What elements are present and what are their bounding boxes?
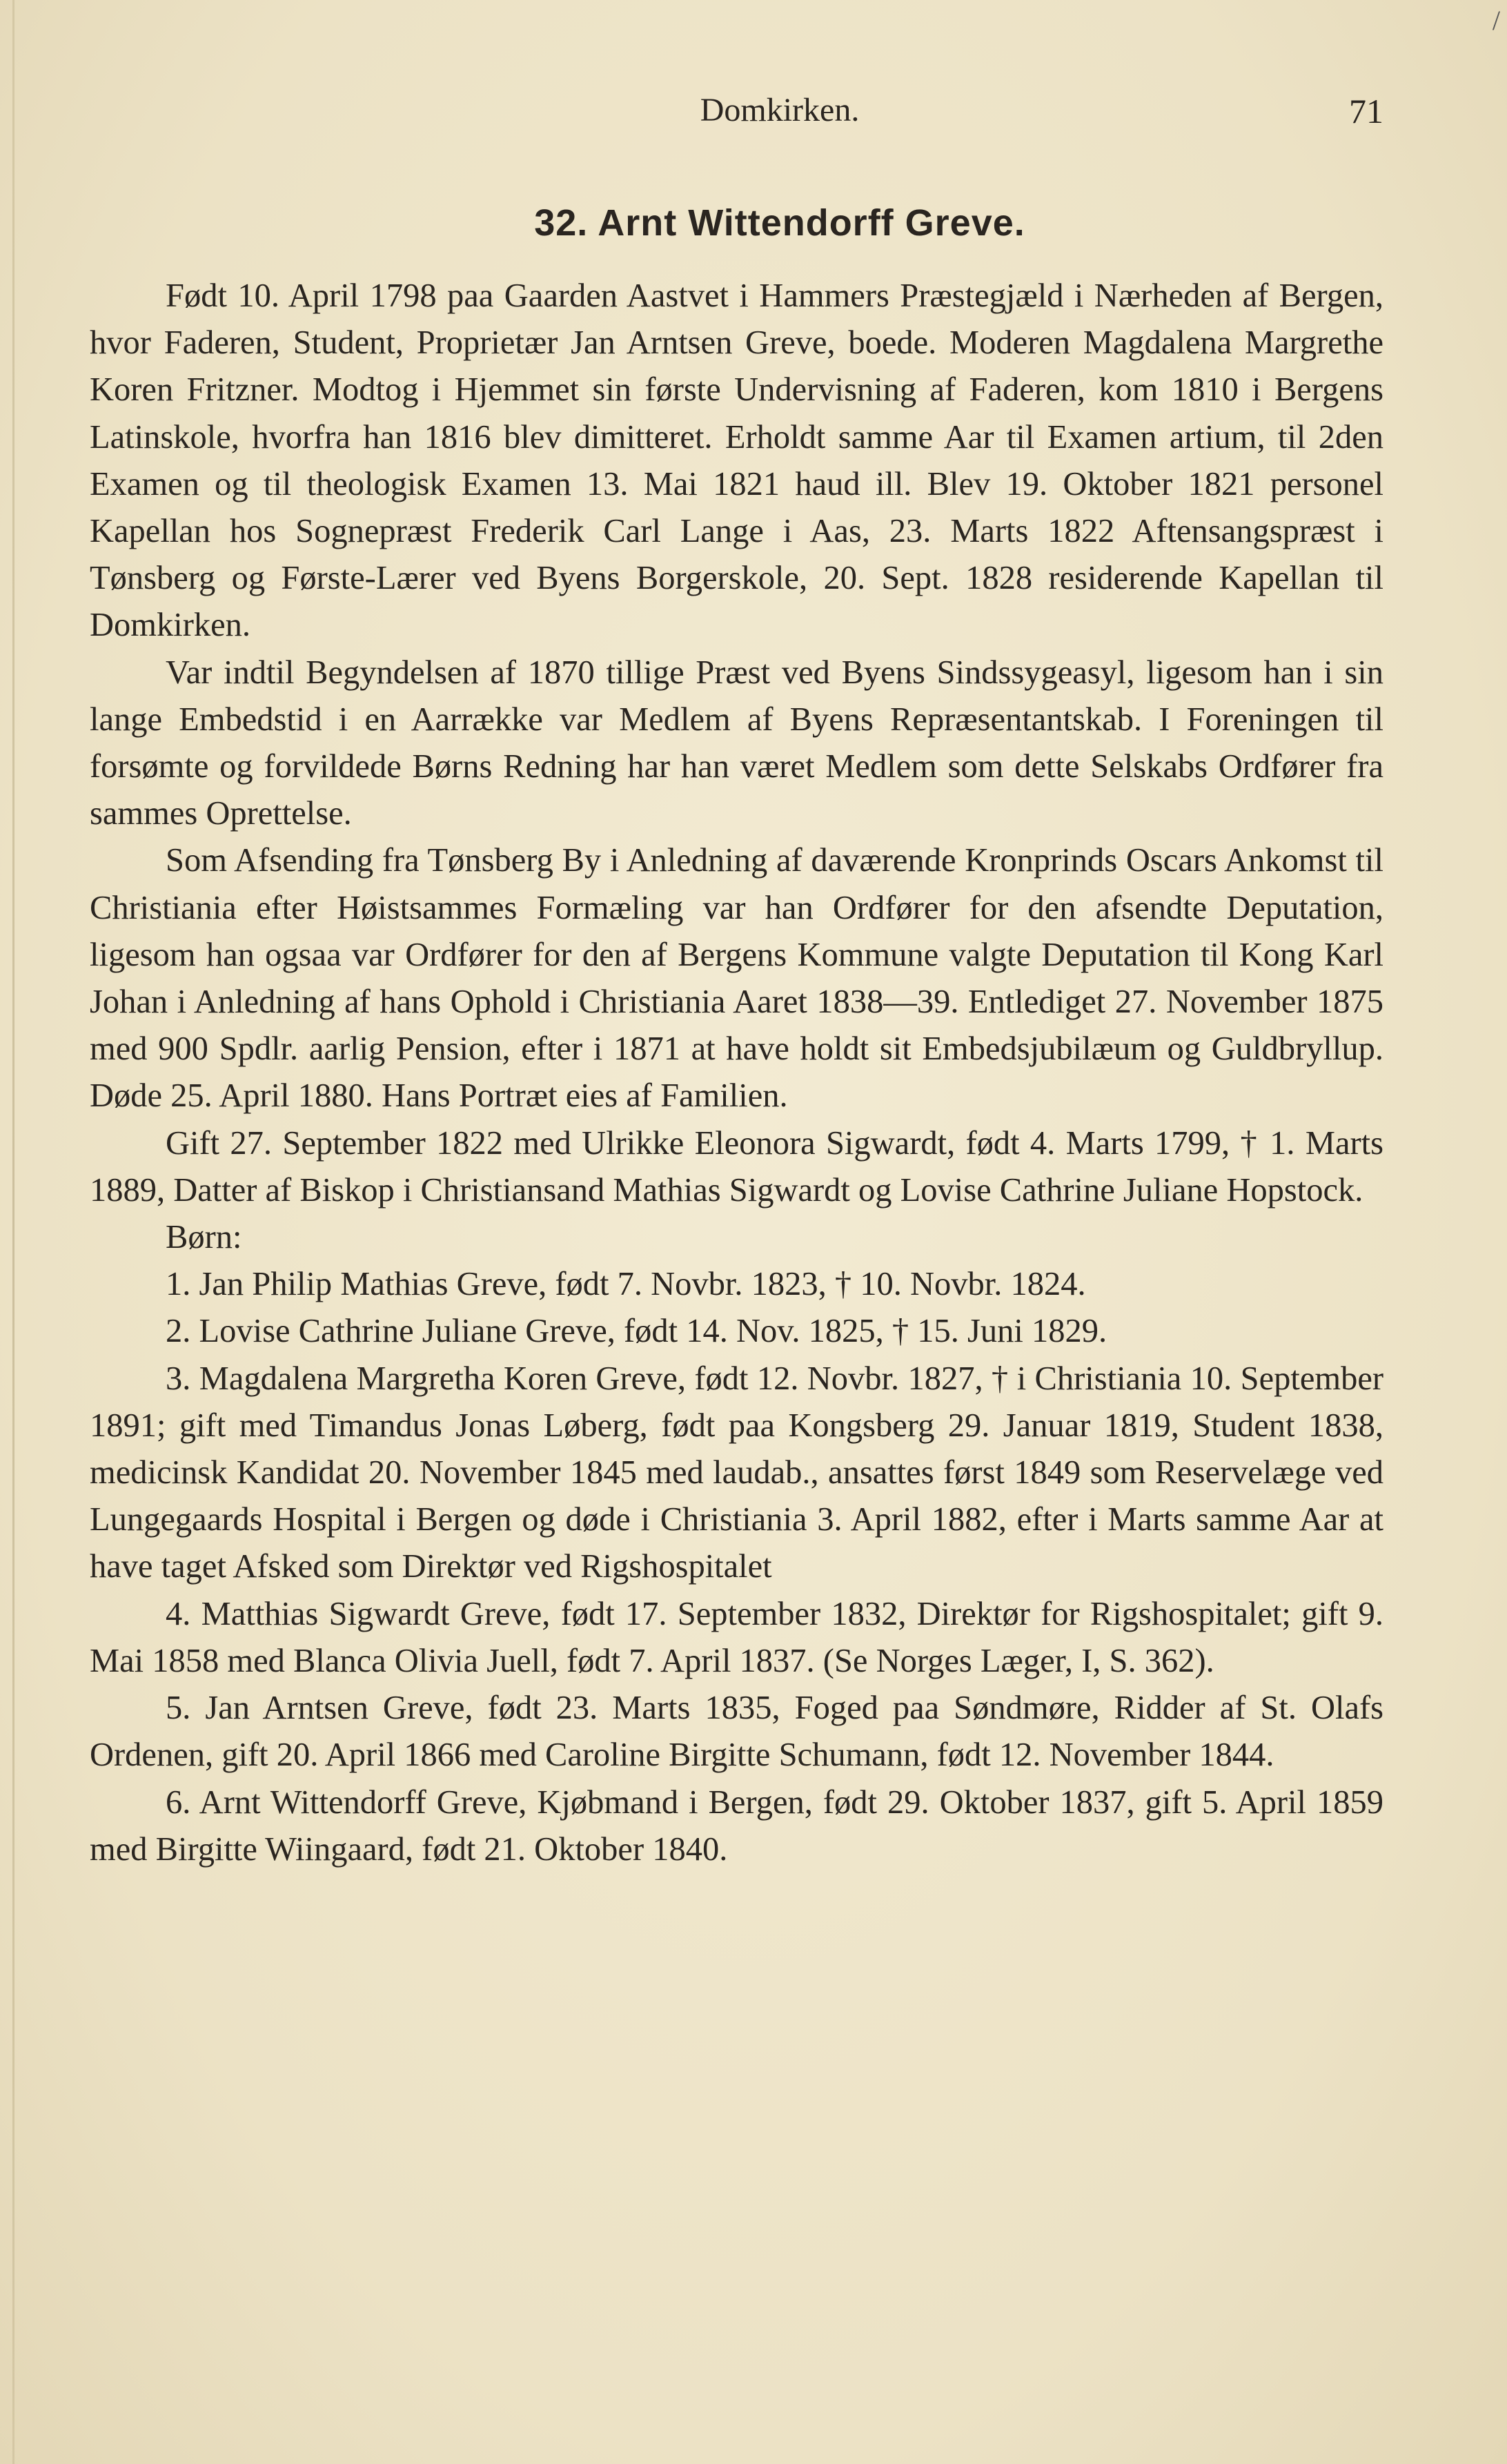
paragraph-offices: Var indtil Begyndelsen af 1870 tillige Præst ved Byens Sindssygeasyl, ligesom han i sin lange Embedstid i en Aarrække var Medlem af Byens Repræsentantskab. I Foreningen til forsømte og forvildede Børns Redning har han været Medlem som dette Selskabs Ordfører fra sammes Oprettelse. [90,654,1383,832]
paragraph-marriage: Gift 27. September 1822 med Ulrikke Eleonora Sigwardt, født 4. Marts 1799, † 1. Marts 1889, Datter af Biskop i Christiansand Mathias Sigwardt og Lovise Cathrine Juliane Hopstock. [90,1124,1383,1209]
page-header [176,83,1383,138]
child-entry: 1. Jan Philip Mathias Greve, født 7. Novbr. 1823, † 10. Novbr. 1824. [166,1266,1086,1303]
paragraph-birth-career: Født 10. April 1798 paa Gaarden Aastvet i Hammers Præstegjæld i Nærheden af Bergen, hvor Faderen, Student, Proprietær Jan Arntsen Greve, boede. Moderen Magdalena Margrethe Koren Fritzner. Modtog i Hjemmet sin første Undervisning af Faderen, kom 1810 i Bergens Latinskole, hvorfra han 1816 blev dimitteret. Erholdt samme Aar til Examen artium, til 2den Examen og til theologisk Examen 13. Mai 1821 haud ill. Blev 19. Oktober 1821 personel Kapellan hos Sognepræst Frederik Carl Lange i Aas, 23. Marts 1822 Aftensangspræst i Tønsberg og Første-Lærer ved Byens Borgerskole, 20. Sept. 1828 residerende Kapellan til Domkirken. [90,277,1383,644]
running-head: Domkirken. [700,92,860,128]
children-label: Børn: [166,1219,242,1256]
body-text [90,273,1383,1873]
page-number: 71 [1349,92,1383,130]
child-entry: 5. Jan Arntsen Greve, født 23. Marts 1835, Foged paa Søndmøre, Ridder af St. Olafs Ordenen, gift 20. April 1866 med Caroline Birgitte Schumann, født 12. November 1844. [90,1690,1383,1774]
child-entry: 2. Lovise Cathrine Juliane Greve, født 14. Nov. 1825, † 15. Juni 1829. [166,1313,1107,1350]
section-title: 32. Arnt Wittendorff Greve. [534,202,1025,244]
paragraph-deputations: Som Afsending fra Tønsberg By i Anledning af daværende Kronprinds Oscars Ankomst til Christiania efter Høistsammes Formæling var han Ordfører for den afsendte Deputation, ligesom han ogsaa var Ordfører for den af Bergens Kommune valgte Deputation til Kong Karl Johan i Anledning af hans Ophold i Christiania Aaret 1838—39. Entlediget 27. November 1875 med 900 Spdlr. aarlig Pension, efter i 1871 at have holdt sit Embedsjubilæum og Guldbryllup. Døde 25. April 1880. Hans Portræt eies af Familien. [90,842,1383,1115]
child-entry: 4. Matthias Sigwardt Greve, født 17. September 1832, Direktør for Rigshospitalet; gift 9. Mai 1858 med Blanca Olivia Juell, født 7. April 1837. (Se Norges Læger, I, S. 362). [90,1595,1383,1679]
page-edge-binding [12,0,14,2464]
child-entry: 3. Magdalena Margretha Koren Greve, født 12. Novbr. 1827, † i Christiania 10. September 1891; gift med Timandus Jonas Løberg, født paa Kongsberg 29. Januar 1819, Student 1838, medicinsk Kandidat 20. November 1845 med laudab., ansattes først 1849 som Reservelæge ved Lungegaards Hospital i Bergen og døde i Christiania 3. April 1882, efter i Marts samme Aar at have taget Afsked som Direktør ved Rigshospitalet [90,1360,1383,1585]
corner-mark: / [1492,5,1500,36]
child-entry: 6. Arnt Wittendorff Greve, Kjøbmand i Bergen, født 29. Oktober 1837, gift 5. April 1859 med Birgitte Wiingaard, født 21. Oktober 1840. [90,1783,1383,1868]
